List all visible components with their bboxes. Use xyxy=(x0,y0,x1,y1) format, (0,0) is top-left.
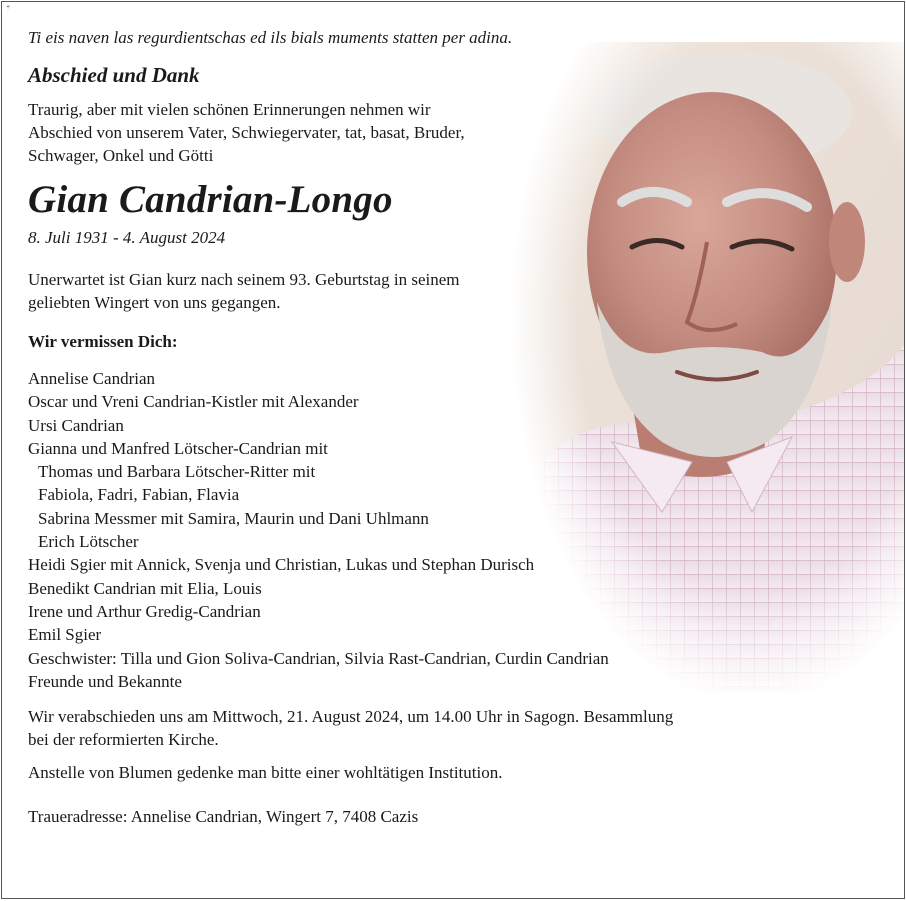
heading: Abschied und Dank xyxy=(28,63,200,87)
mourner-entry: Irene und Arthur Gredig-Candrian xyxy=(28,601,261,621)
intro-line: Abschied von unserem Vater, Schwiegervater, tat, basat, Bruder, xyxy=(28,123,465,142)
farewell-paragraph xyxy=(28,705,868,751)
intro-line: Schwager, Onkel und Götti xyxy=(28,146,214,165)
mourner-entry: Annelise Candrian xyxy=(28,369,155,388)
mourner-entry: Ursi Candrian xyxy=(28,415,124,435)
corner-mark: + xyxy=(6,4,11,11)
passing-paragraph xyxy=(28,268,868,314)
mourner-entry: Freunde und Bekannte xyxy=(28,671,182,691)
mourner-entry: Geschwister: Tilla und Gion Soliva-Candrian, Silvia Rast-Candrian, Curdin Candrian xyxy=(28,648,609,668)
mourner-entry: Benedikt Candrian mit Elia, Louis xyxy=(28,578,262,598)
obituary-card xyxy=(1,1,905,899)
deceased-name: Gian Candrian-Longo xyxy=(28,178,393,221)
mourners-list xyxy=(28,367,868,693)
intro-line: Traurig, aber mit vielen schönen Erinnerungen nehmen wir xyxy=(28,100,431,119)
mourner-entry: Fabiola, Fadri, Fabian, Flavia xyxy=(38,485,240,505)
farewell-line: Wir verabschieden uns am Mittwoch, 21. August 2024, um 14.00 Uhr in Sagogn. Besammlung xyxy=(28,707,674,727)
mourning-address: Traueradresse: Annelise Candrian, Wingert 7, 7408 Cazis xyxy=(28,807,419,827)
flowers-note: Anstelle von Blumen gedenke man bitte einer wohltätigen Institution. xyxy=(28,763,503,783)
mourner-entry: Emil Sgier xyxy=(28,625,102,645)
mourner-entry: Heidi Sgier mit Annick, Svenja und Christian, Lukas und Stephan Durisch xyxy=(28,555,535,575)
life-dates: 8. Juli 1931 - 4. August 2024 xyxy=(28,228,226,247)
farewell-line: bei der reformierten Kirche. xyxy=(28,730,219,750)
mourners-heading: Wir vermissen Dich: xyxy=(28,332,178,351)
passing-line: Unerwartet ist Gian kurz nach seinem 93. Geburtstag in seinem xyxy=(28,270,460,289)
mourner-entry: Sabrina Messmer mit Samira, Maurin und Dani Uhlmann xyxy=(38,508,429,528)
mourner-entry: Oscar und Vreni Candrian-Kistler mit Alexander xyxy=(28,392,359,412)
obituary-text xyxy=(28,28,868,827)
intro-paragraph xyxy=(28,98,868,167)
motto: Ti eis naven las regurdientschas ed ils bials muments statten per adina. xyxy=(28,28,513,47)
mourner-entry: Gianna und Manfred Lötscher-Candrian mit xyxy=(28,438,328,458)
passing-line: geliebten Wingert von uns gegangen. xyxy=(28,293,281,312)
mourner-entry: Thomas und Barbara Lötscher-Ritter mit xyxy=(38,462,316,482)
mourner-entry: Erich Lötscher xyxy=(38,532,139,552)
